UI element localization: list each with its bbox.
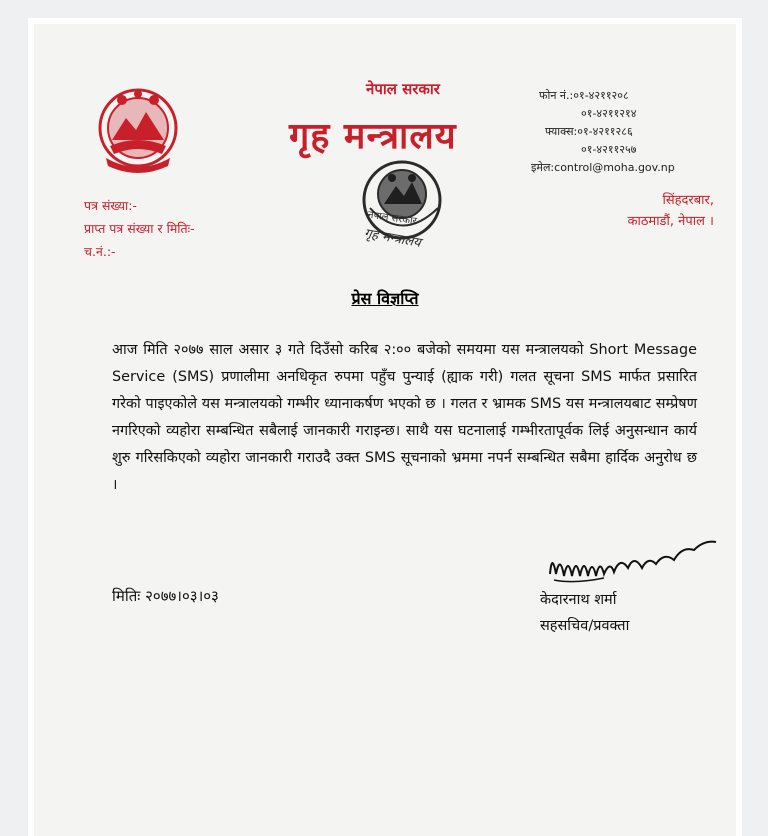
address-block [604,190,714,232]
phone-number-1: ०१-४२११२०८ [573,89,629,102]
signatory-name: केदारनाथ शर्मा [540,592,617,608]
email-address: control@moha.gov.np [554,161,675,174]
address-line-1: सिंहदरबार, [662,193,714,208]
reference-block [84,194,195,263]
signatory-title: सहसचिव/प्रवक्ता [540,618,630,634]
ref-prapta-patra: प्राप्त पत्र संख्या र मितिः- [84,221,195,236]
phone-line-2 [539,105,675,123]
phone-label: फोन नं.: [539,89,574,102]
ministry-name: गृह मन्त्रालय [289,116,457,157]
ref-cha-na: च.नं.:- [84,244,116,259]
fax-line-1 [539,123,675,141]
document-title-wrap [34,287,736,309]
document-date: मितिः २०७७।०३।०३ [112,587,219,605]
government-name: नेपाल सरकार [366,80,440,98]
fax-number-2: ०१-४२११२५७ [581,143,637,156]
document-body: आज मिति २०७७ साल असार ३ गते दिउँसो करिब २:०० बजेको समयमा यस मन्त्रालयको Short Message Service (SMS) प्रणालीमा अनधिकृत रुपमा पहुँच पुन्याई (ह्याक गरी) गलत सूचना SMS मार्फत प्रसारित गरेको पाइएकोले यस मन्त्रालयको गम्भीर ध्यानाकर्षण भएको छ । गलत र भ्रामक SMS यस मन्त्रालयबाट सम्प्रेषण नगरिएको व्यहोरा सम्बन्धित सबैलाई जानकारी गराइन्छ। साथै यस घटनालाई गम्भीरतापूर्वक लिई अनुसन्धान कार्य शुरु गरिसकिएको व्यहोरा जानकारी गराउदै उक्त SMS सूचनाको भ्रममा नपर्न सम्बन्धित सबैमा हार्दिक अनुरोध छ । [112,342,697,493]
seal-text-bottom: गृह मन्त्रालय [362,226,422,251]
fax-label: फ्याक्स: [545,125,578,138]
phone-number-2: ०१-४२११२१४ [581,107,637,120]
email-line [531,159,675,177]
signature-icon [544,534,724,594]
seal-text-top: नेपाल सरकार [367,209,418,228]
contact-block [531,87,675,177]
address-line-2: काठमाडौं, नेपाल । [627,214,714,229]
nepal-emblem-icon [92,84,184,176]
document-frame [28,18,742,836]
fax-line-2 [539,141,675,159]
document-title: प्रेस विज्ञप्ति [351,289,419,308]
ref-patra-sankhya: पत्र संख्या:- [84,198,137,213]
email-label: इमेल: [531,161,555,174]
fax-number-1: ०१-४२११२८६ [577,125,633,138]
phone-line-1 [539,87,675,105]
letter-page [34,24,736,836]
signatory-block [540,587,629,639]
